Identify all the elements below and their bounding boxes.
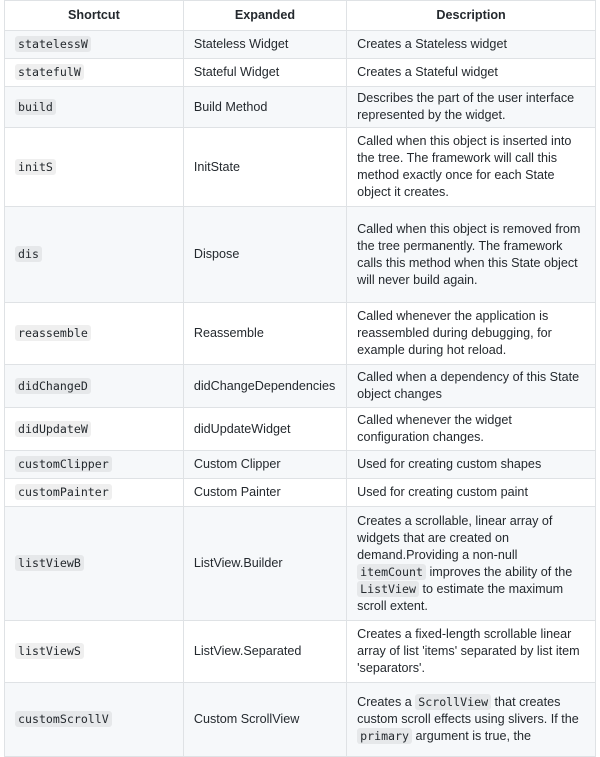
table-row	[5, 128, 596, 207]
description-cell	[347, 87, 596, 128]
expanded-cell: didChangeDependencies	[183, 365, 346, 408]
shortcut-cell	[5, 365, 184, 408]
description-text: Used for creating custom shapes	[357, 457, 542, 471]
expanded-cell: Custom Painter	[183, 479, 346, 507]
shortcut-cell	[5, 128, 184, 207]
shortcut-cell	[5, 303, 184, 365]
shortcut-code: customClipper	[15, 456, 112, 472]
shortcut-code: initS	[15, 159, 56, 175]
table-row	[5, 408, 596, 451]
expanded-cell: InitState	[183, 128, 346, 207]
description-cell	[347, 451, 596, 479]
shortcut-cell	[5, 621, 184, 683]
expanded-cell: Dispose	[183, 207, 346, 303]
description-text: Creates a scrollable, linear array of widgets that are created on demand.Providing a non-null	[357, 513, 553, 562]
shortcut-code: reassemble	[15, 325, 91, 341]
shortcut-code: listViewB	[15, 555, 84, 571]
expanded-cell: ListView.Builder	[183, 507, 346, 621]
shortcut-cell	[5, 408, 184, 451]
description-text: Called when this object is inserted into the tree. The framework will call this method exactly once for each State object it creates.	[357, 134, 572, 199]
expanded-cell: Custom ScrollView	[183, 683, 346, 757]
description-text: to estimate the maximum scroll extent.	[357, 581, 564, 613]
table-row	[5, 507, 596, 621]
shortcut-code: build	[15, 99, 56, 115]
description-cell	[347, 507, 596, 621]
shortcuts-table	[4, 0, 596, 757]
table-row	[5, 303, 596, 365]
table-row	[5, 451, 596, 479]
description-cell	[347, 207, 596, 303]
table-header-row	[5, 1, 596, 31]
shortcut-cell	[5, 59, 184, 87]
description-text: Creates a fixed-length scrollable linear array of list 'items' separated by list item 'separators'.	[357, 627, 580, 675]
inline-code: ScrollView	[415, 694, 491, 710]
description-cell	[347, 365, 596, 408]
shortcut-cell	[5, 479, 184, 507]
inline-code: primary	[357, 728, 412, 744]
description-cell	[347, 621, 596, 683]
table-row	[5, 87, 596, 128]
shortcut-cell	[5, 683, 184, 757]
table-row	[5, 59, 596, 87]
expanded-cell: didUpdateWidget	[183, 408, 346, 451]
description-text: improves the ability of the	[425, 564, 573, 579]
description-text: Creates a Stateful widget	[357, 65, 498, 79]
description-text: that creates custom scroll effects using slivers. If the	[357, 695, 579, 726]
expanded-cell: Custom Clipper	[183, 451, 346, 479]
expanded-cell: Build Method	[183, 87, 346, 128]
description-text: Used for creating custom paint	[357, 485, 528, 499]
description-cell	[347, 128, 596, 207]
expanded-cell: ListView.Separated	[183, 621, 346, 683]
description-text: argument is true, the	[412, 729, 532, 743]
table-row	[5, 207, 596, 303]
expanded-cell: Reassemble	[183, 303, 346, 365]
description-cell	[347, 683, 596, 757]
header-expanded: Expanded	[183, 1, 346, 31]
header-description: Description	[347, 1, 596, 31]
description-text: Describes the part of the user interface represented by the widget.	[357, 91, 575, 122]
description-cell	[347, 31, 596, 59]
expanded-cell: Stateless Widget	[183, 31, 346, 59]
description-text: Creates a Stateless widget	[357, 37, 507, 51]
inline-code: ListView	[357, 581, 419, 597]
inline-code: itemCount	[357, 564, 426, 580]
table-row	[5, 683, 596, 757]
shortcut-code: statelessW	[15, 36, 91, 52]
shortcut-code: listViewS	[15, 643, 84, 659]
table-row	[5, 31, 596, 59]
description-text: Creates a	[357, 695, 416, 709]
shortcut-code: customPainter	[15, 484, 112, 500]
header-shortcut: Shortcut	[5, 1, 184, 31]
table-row	[5, 479, 596, 507]
description-text: Called whenever the widget configuration changes.	[357, 413, 512, 444]
description-cell	[347, 479, 596, 507]
shortcut-cell	[5, 207, 184, 303]
shortcut-code: customScrollV	[15, 711, 112, 727]
shortcut-cell	[5, 31, 184, 59]
description-cell	[347, 408, 596, 451]
table-row	[5, 621, 596, 683]
description-cell	[347, 59, 596, 87]
description-text: Called when a dependency of this State object changes	[357, 370, 580, 401]
description-cell	[347, 303, 596, 365]
shortcut-code: didUpdateW	[15, 421, 91, 437]
shortcut-cell	[5, 451, 184, 479]
shortcut-code: didChangeD	[15, 378, 91, 394]
shortcut-cell	[5, 507, 184, 621]
expanded-cell: Stateful Widget	[183, 59, 346, 87]
description-text: Called when this object is removed from the tree permanently. The framework calls this method when this State object will never build again.	[357, 221, 581, 287]
shortcut-code: statefulW	[15, 64, 84, 80]
description-text: Called whenever the application is reassembled during debugging, for example during hot reload.	[357, 309, 552, 357]
table-row	[5, 365, 596, 408]
shortcut-code: dis	[15, 246, 42, 262]
shortcut-cell	[5, 87, 184, 128]
